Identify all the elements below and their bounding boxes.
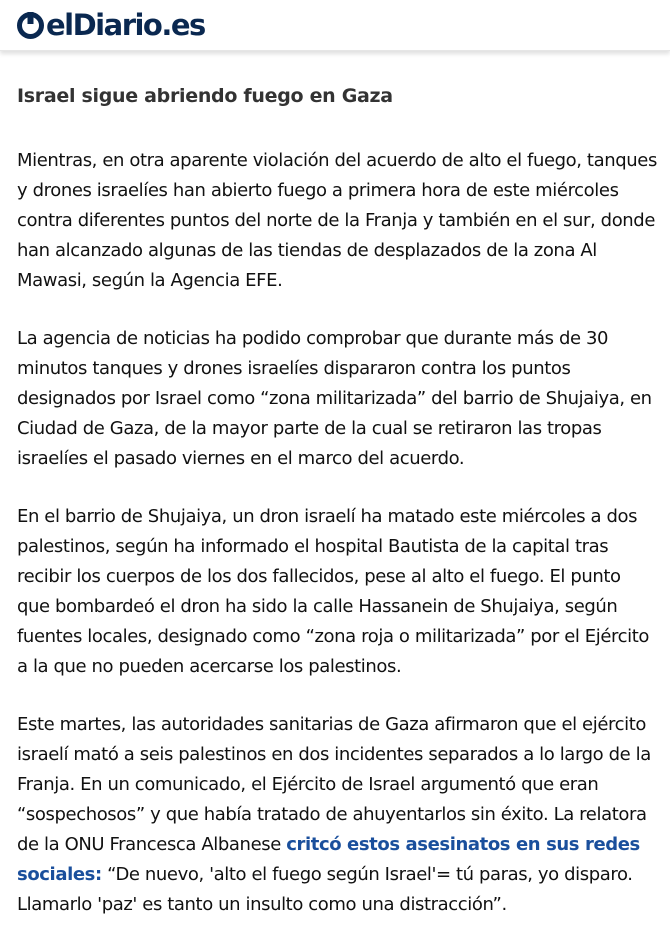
social-media-link[interactable]: critcó estos asesinatos en sus redes sociales: [17, 834, 640, 885]
eldiario-logo-icon [17, 12, 44, 39]
article-paragraph-last [17, 710, 657, 920]
paragraph-text-after-link: “De nuevo, 'alto el fuego según Israel'= tú paras, yo disparo. Llamarlo 'paz' es tanto un insulto como una distracción”. [17, 864, 633, 915]
paragraph-text-before-link: Este martes, las autoridades sanitarias de Gaza afirmaron que el ejército israelí mató a seis palestinos en dos incidentes separados a lo largo de la Franja. En un comunicado, el Ejército de Israel argumentó que eran “sospechosos” y que había tratado de ahuyentarlos sin éxito. La relatora de la ONU Francesca Albanese [17, 714, 651, 855]
article-subheading: Israel sigue abriendo fuego en Gaza [17, 85, 393, 107]
site-logo[interactable] [17, 8, 205, 42]
article-paragraph: En el barrio de Shujaiya, un dron israelí ha matado este miércoles a dos palestinos, según ha informado el hospital Bautista de la capital tras recibir los cuerpos de los dos fallecidos, pese al alto el fuego. El punto que bombardeó el dron ha sido la calle Hassanein de Shujaiya, según fuentes locales, designado como “zona roja o militarizada” por el Ejército a la que no pueden acercarse los palestinos. [17, 506, 650, 677]
site-header [0, 0, 670, 51]
logo-wordmark: elDiario.es [46, 8, 205, 42]
article-paragraph: La agencia de noticias ha podido comprobar que durante más de 30 minutos tanques y drones israelíes dispararon contra los puntos designados por Israel como “zona militarizada” del barrio de Shujaiya, en Ciudad de Gaza, de la mayor parte de la cual se retiraron las tropas israelíes el pasado viernes en el marco del acuerdo. [17, 328, 652, 469]
article-paragraph: Mientras, en otra aparente violación del acuerdo de alto el fuego, tanques y drones israelíes han abierto fuego a primera hora de este miércoles contra diferentes puntos del norte de la Franja y también en el sur, donde han alcanzado algunas de las tiendas de desplazados de la zona Al Mawasi, según la Agencia EFE. [17, 150, 657, 291]
article-body [17, 82, 657, 948]
